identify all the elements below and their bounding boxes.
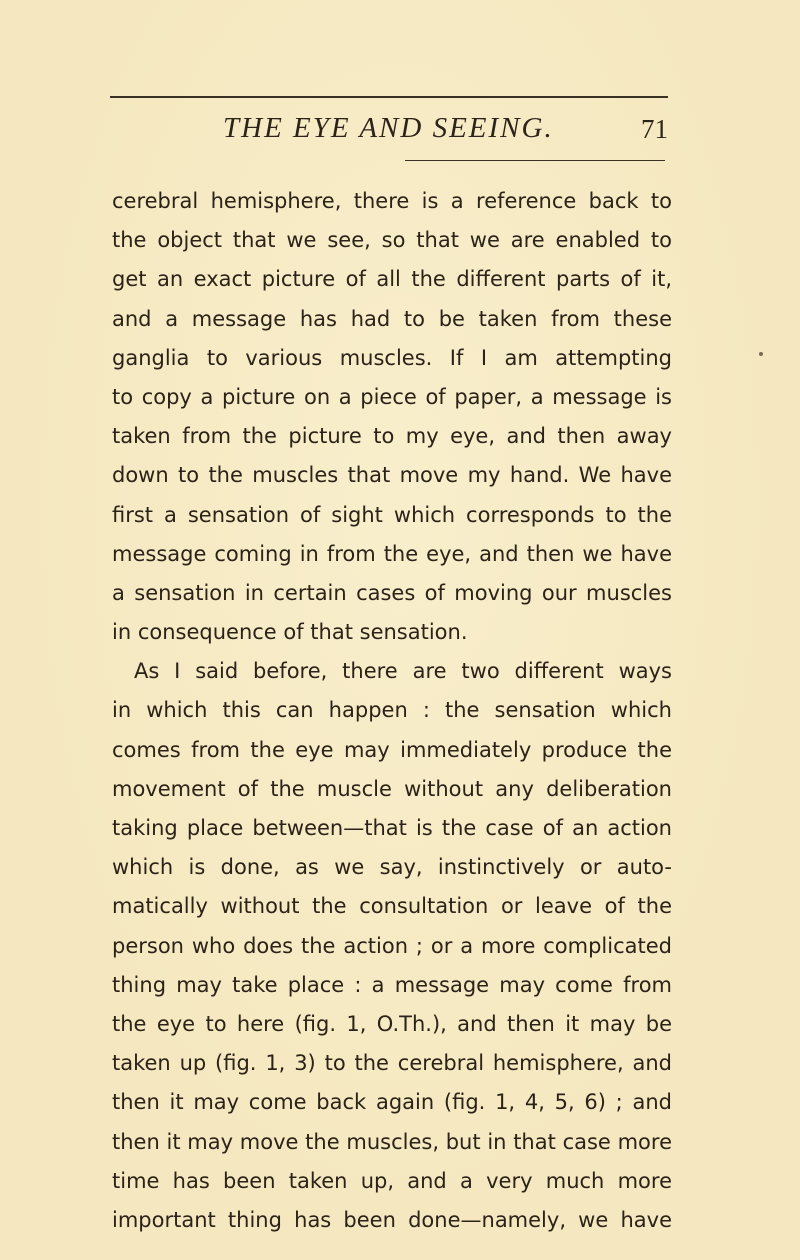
text-line: the eye to here (fig. 1, O.Th.), and then it may be [112,1011,672,1036]
text-line: the object that we see, so that we are enabled to [112,228,672,253]
text-line: and a message has had to be taken from these [112,306,672,331]
text-line: first a sensation of sight which corresponds to the [112,502,672,527]
text-line: important thing has been done—namely, we have [112,1207,672,1232]
text-line: matically without the consultation or leave of the [112,894,672,919]
text-line: down to the muscles that move my hand. We have [112,463,672,488]
text-line: taking place between—that is the case of an action [112,816,672,840]
page-number: 71 [641,114,668,144]
header-rule-bottom [405,160,665,161]
text-line: then it may come back again (fig. 1, 4, 5, 6) ; and [112,1090,672,1115]
running-head [110,112,668,152]
header-rule-top [110,96,668,98]
text-line: movement of the muscle without any deliberation [112,776,672,801]
text-line: time has been taken up, and a very much more [112,1168,672,1193]
text-line: which is done, as we say, instinctively or auto- [112,855,672,880]
text-line: a sensation in certain cases of moving our muscles [112,580,672,605]
text-line: to copy a picture on a piece of paper, a message is [112,384,672,409]
text-line: comes from the eye may immediately produce the [112,737,672,762]
text-line: then it may move the muscles, but in that case more [112,1129,672,1154]
text-line: in which this can happen : the sensation which [112,698,672,723]
text-line: ganglia to various muscles. If I am attempting [112,345,672,370]
body-text [112,182,672,1240]
text-line: get an exact picture of all the different parts of it, [112,267,672,292]
paragraph-start-line: As I said before, there are two different ways [134,659,672,684]
text-line: message coming in from the eye, and then we have [112,541,672,566]
margin-speck [759,352,763,356]
text-line: taken up (fig. 1, 3) to the cerebral hemisphere, and [112,1051,672,1076]
text-line: thing may take place : a message may come from [112,972,672,997]
text-line: cerebral hemisphere, there is a reference back to [112,189,672,213]
running-title: THE EYE AND SEEING. [223,112,554,144]
text-line: in consequence of that sensation. [112,620,468,645]
text-line: taken from the picture to my eye, and then away [112,424,672,449]
text-line: person who does the action ; or a more complicated [112,933,672,958]
